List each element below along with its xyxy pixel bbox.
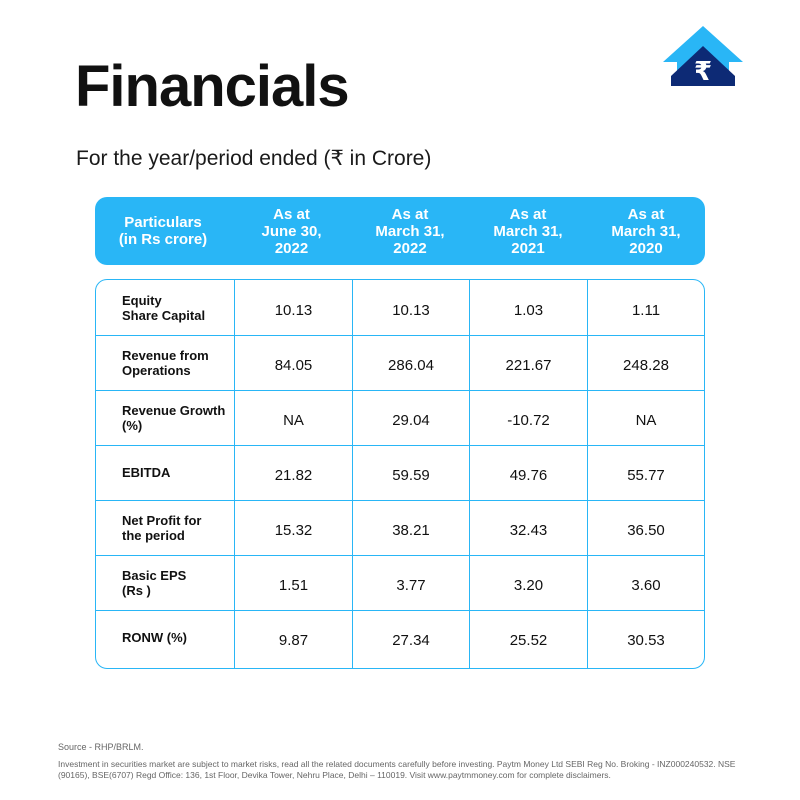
table-cell: 84.05 xyxy=(274,357,313,374)
row-label: Revenue Growth (%) xyxy=(122,402,226,433)
table-row xyxy=(96,500,704,556)
table-cell: 3.60 xyxy=(631,577,661,594)
table-cell: 38.21 xyxy=(392,522,430,539)
table-cell: -10.72 xyxy=(507,412,550,429)
table-header xyxy=(95,197,705,265)
table-row xyxy=(96,390,704,446)
rupee-upload-arrow-icon xyxy=(661,24,745,88)
header-march-2022: As at March 31, 2022 xyxy=(375,205,445,257)
row-label: EBITDA xyxy=(122,465,171,480)
table-cell: 1.11 xyxy=(631,302,661,319)
disclaimer-text: Investment in securities market are subject to market risks, read all the related documents carefully before investing. Paytm Money Ltd SEBI Reg No. Broking - INZ000240532. NSE (90165), BSE(6707) Regd Office: 136, 1st Floor, Devika Tower, Nehru Place, Delhi – 110019. Visit www.paytmmoney.com for complete disclaimers. xyxy=(58,759,736,780)
row-label: Net Profit for the period xyxy=(122,512,202,543)
table-row xyxy=(96,445,704,501)
table-cell: 3.77 xyxy=(396,577,426,594)
table-cell: NA xyxy=(283,412,304,429)
table-cell: 25.52 xyxy=(509,632,548,649)
header-particulars: Particulars (in Rs crore) xyxy=(118,214,208,248)
row-label: Basic EPS (Rs ) xyxy=(122,567,187,598)
table-cell: 49.76 xyxy=(509,467,548,484)
table-row xyxy=(96,555,704,611)
table-cell: 30.53 xyxy=(627,632,665,649)
rupee-symbol: ₹ xyxy=(693,57,713,87)
page-subtitle: For the year/period ended (₹ in Crore) xyxy=(76,147,432,170)
header-march-2021: As at March 31, 2021 xyxy=(493,205,563,257)
table-cell: 55.77 xyxy=(627,467,665,484)
row-label: Equity Share Capital xyxy=(122,292,206,323)
financials-table xyxy=(95,279,705,669)
table-cell: NA xyxy=(635,412,657,429)
table-row xyxy=(96,280,704,336)
row-label: RONW (%) xyxy=(122,630,187,645)
table-cell: 1.03 xyxy=(513,302,544,319)
table-cell: 36.50 xyxy=(627,522,665,539)
table-row xyxy=(96,335,704,391)
page-title: Financials xyxy=(75,54,349,119)
table-cell: 21.82 xyxy=(274,467,313,484)
table-cell: 10.13 xyxy=(392,302,430,319)
table-cell: 9.87 xyxy=(278,632,309,649)
row-label: Revenue from Operations xyxy=(122,347,209,378)
table-row xyxy=(96,610,704,665)
table-cell: 10.13 xyxy=(274,302,313,319)
table-cell: 29.04 xyxy=(392,412,430,429)
table-cell: 15.32 xyxy=(274,522,313,539)
table-cell: 286.04 xyxy=(388,357,434,374)
source-note: Source - RHP/BRLM. xyxy=(58,742,144,752)
table-cell: 248.28 xyxy=(623,357,669,374)
table-cell: 3.20 xyxy=(513,577,544,594)
table-cell: 221.67 xyxy=(505,357,552,374)
table-cell: 59.59 xyxy=(392,467,430,484)
table-cell: 1.51 xyxy=(278,577,309,594)
header-june-2022: As at June 30, 2022 xyxy=(261,205,322,257)
table-cell: 32.43 xyxy=(509,522,548,539)
table-cell: 27.34 xyxy=(392,632,430,649)
header-march-2020: As at March 31, 2020 xyxy=(611,205,681,257)
